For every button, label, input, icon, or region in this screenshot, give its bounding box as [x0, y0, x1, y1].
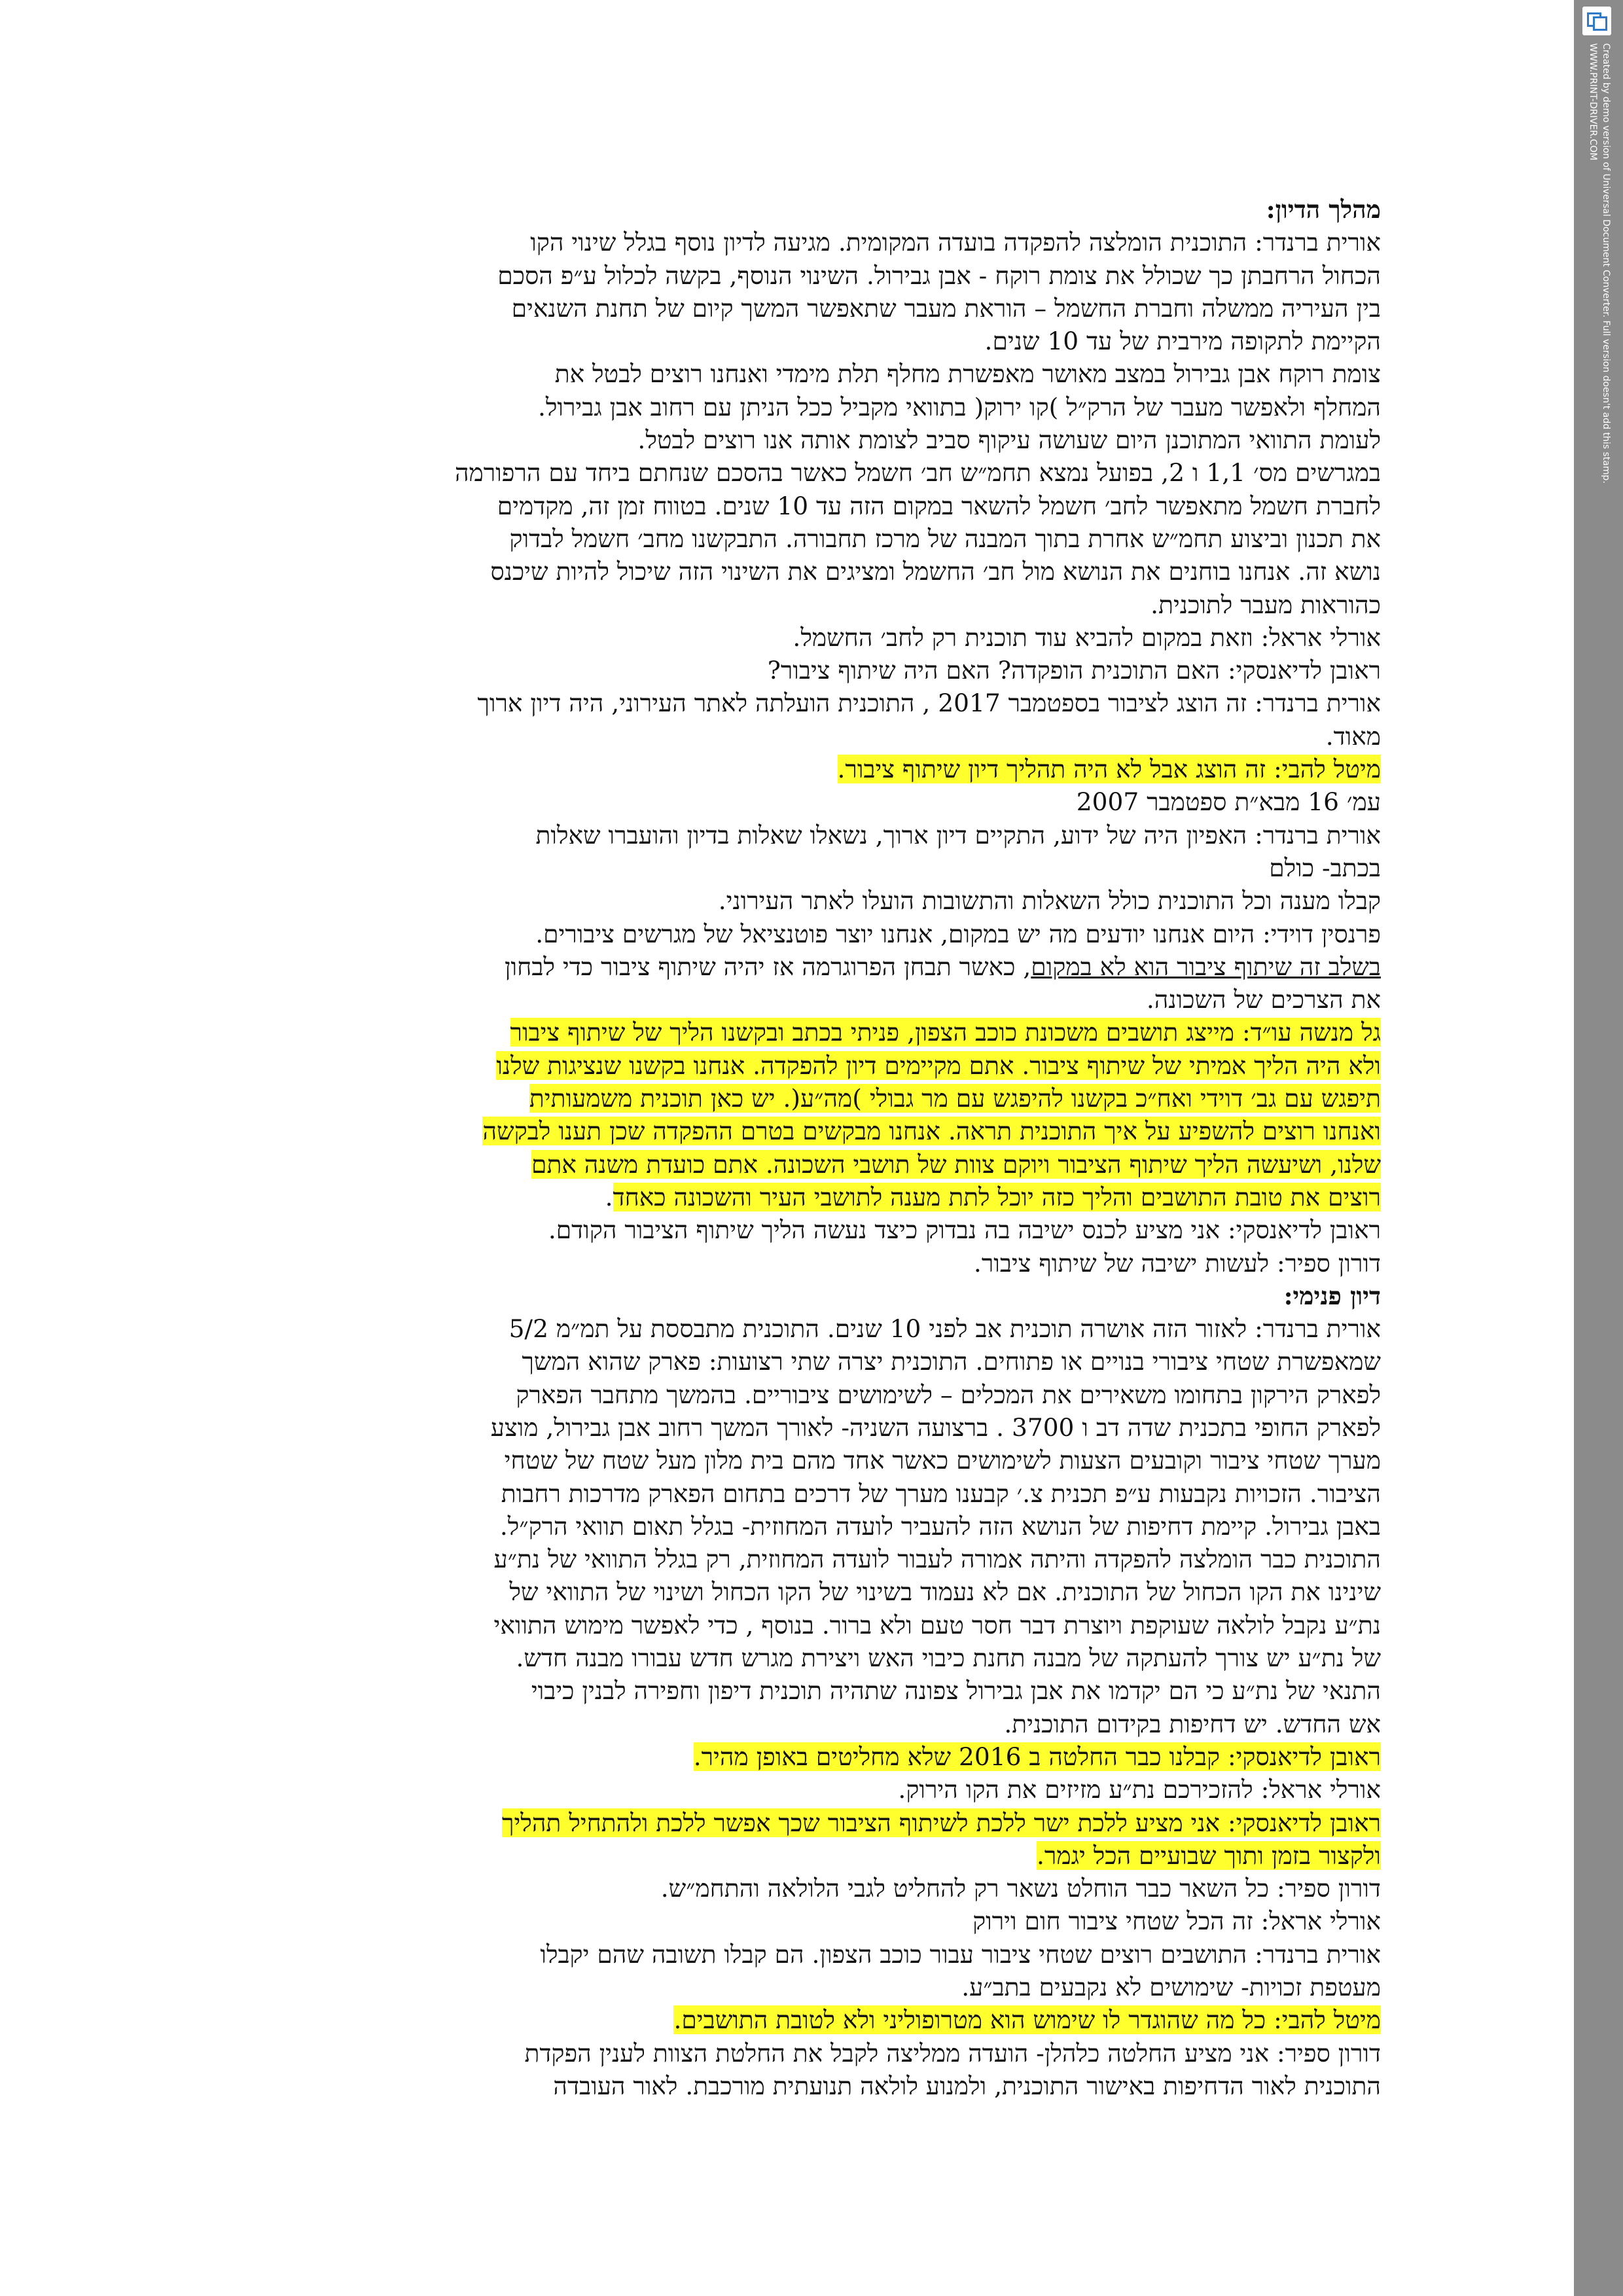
text-line: בכתב- כולם	[1269, 853, 1381, 882]
text-line: לעומת התוואי המתוכנן היום שעושה עיקוף סביב לצומת אותה אנו רוצים לבטל.	[637, 425, 1381, 455]
text-line: שמאפשרת שטחי ציבורי בנויים או פתוחים. התוכנית יצרה שתי רצועות: פארק שהוא המשך	[522, 1347, 1381, 1376]
highlighted-line	[255, 1115, 1381, 1147]
highlighted-line	[255, 2003, 1381, 2036]
highlighted-line	[255, 1740, 1381, 1773]
text-line: אש החדש. יש דחיפות בקידום התוכנית.	[1004, 1709, 1381, 1738]
highlight-span: ראובן לדיאנסקי: אני מציע ללכת ישר ללכת לשיתוף הציבור שכך אפשר ללכת ולהתחיל תהליך	[502, 1808, 1381, 1837]
highlighted-line	[255, 1082, 1381, 1115]
text-line: ראובן לדיאנסקי: האם התוכנית הופקדה? האם היה שיתוף ציבור?	[767, 656, 1381, 685]
heading-internal-discussion: דיון פנימי:	[1283, 1281, 1381, 1310]
text-line: באבן גבירול. קיימת דחיפות של הנושא הזה להעביר לועדה המחוזית- בגלל תאום תוואי הרק״ל.	[499, 1511, 1381, 1541]
text-line: התוכנית כבר הומלצה להפקדה והיתה אמורה לעבור לועדה המחוזית, רק בגלל התוואי של נת״ע	[493, 1545, 1381, 1574]
highlight-span: ולקצור בזמן ותוך שבועיים הכל יגמר.	[1037, 1840, 1381, 1870]
text-line: אורית ברנדר: התוכנית הומלצה להפקדה בועדה המקומית. מגיעה לדיון נוסף בגלל שינוי הקו	[530, 228, 1381, 257]
highlighted-line	[255, 1016, 1381, 1049]
udc-logo-icon	[1582, 7, 1611, 35]
text-line: את הצרכים של השכונה.	[1146, 985, 1381, 1014]
highlight-span: ואנחנו רוצים להשפיע על איך התוכנית תראה. אנחנו מבקשים בטרם ההפקדה שכן תענו לבקשה	[482, 1117, 1381, 1146]
highlight-span: ולא היה הליך אמיתי של שיתוף ציבור. אתם מקיימים דיון להפקדה. אנחנו בקשנו שנציגות שלנו	[496, 1050, 1381, 1080]
text-line: אורית ברנדר: לאזור הזה אושרה תוכנית אב לפני 10 שנים. התוכנית מתבססת על תמ״מ 5/2	[508, 1314, 1381, 1344]
text-line: מערך שטחי ציבור וקובעים הצעות לשימושים כאשר אחד מהם בית מלון מעל שטח של שטחי	[504, 1446, 1381, 1475]
text-line: מעטפת זכויות- שימושים לא נקבעים בתב״ע.	[961, 1973, 1381, 2002]
text-line: דורון ספיר: כל השאר כבר הוחלט נשאר רק להחליט לגבי הלולאה והתחמ״ש.	[660, 1874, 1381, 1903]
text-line: דורון ספיר: לעשות ישיבה של שיתוף ציבור.	[973, 1248, 1381, 1278]
highlight-span: תיפגש עם גב׳ דוידי ואח״כ בקשנו להיפגש עם מר גבולי )מה״ע(. יש כאן תוכנית משמעותית	[529, 1084, 1381, 1113]
protocol-page	[255, 193, 1381, 2102]
highlighted-line	[255, 1806, 1381, 1839]
text-line: צומת רוקח אבן גבירול במצב מאושר מאפשרת מחלף תלת מימדי ואנחנו רוצים לבטל את	[554, 359, 1381, 389]
text-line: פרנסין דוידי: היום אנחנו יודעים מה יש במקום, אנחנו יוצר פוטנציאל של מגרשים ציבורים.	[535, 919, 1381, 948]
stamp-line-1: Created by demo version of Universal Document Converter. Full version doesn't add this stamp.	[1601, 43, 1611, 484]
heading-discussion-process: מהלך הדיון:	[1266, 195, 1381, 224]
highlight-span: גל מנשה עו״ד: מייצג תושבים משכונת כוכב הצפון, פניתי בכתב ובקשנו הליך של שיתוף ציבור	[510, 1018, 1381, 1047]
text-line: הציבור. הזכויות נקבעות ע״פ תכנית צ.׳ קבענו מערך של דרכים בתחום הפארק מדרכות רחבות	[501, 1479, 1381, 1508]
text-line: כהוראות מעבר לתוכנית.	[1150, 590, 1381, 619]
text-line: לפארק החופי בתכנית שדה דב ו 3700 . ברצועה השניה- לאורך המשך רחוב אבן גבירול, מוצע	[490, 1412, 1381, 1442]
highlighted-line	[255, 1839, 1381, 1872]
text-line: את תכנון וביצוע תחמ״ש אחרת בתוך המבנה של מרכז תחבורה. התבקשנו מחב׳ חשמל לבדוק	[509, 524, 1381, 553]
stamp-line-2: WWW.PRINT-DRIVER.COM	[1588, 43, 1598, 161]
text-line: הכחול הרחבתן כך שכולל את צומת רוקח - אבן גבירול. השינוי הנוסף, בקשה לכלול ע״פ הסכם	[497, 260, 1381, 290]
text-span: , כאשר תבחן הפרוגרמה אז יהיה שיתוף ציבור כדי לבחון	[504, 952, 1031, 981]
text-line: אורית ברנדר: התושבים רוצים שטחי ציבור עבור כוכב הצפון. הם קבלו תשובה שהם יקבלו	[540, 1939, 1381, 1969]
text-line: קבלו מענה וכל התוכנית כולל השאלות והתשובות הועלו לאתר העירוני.	[718, 886, 1381, 916]
text-line: נושא זה. אנחנו בוחנים את הנושא מול חב׳ החשמל ומציגים את השינוי הזה שיכול להיות שיכנס	[490, 557, 1381, 586]
text-line: שינינו את הקו הכחול של התוכנית. אם לא נעמוד בשינוי של הקו הכחול ושינוי של התוואי של	[509, 1577, 1381, 1607]
text-line	[255, 950, 1381, 983]
highlight-span: שלנו, ושיעשה הליך שיתוף הציבור ויוקם צוות של תושבי השכונה. אתם כועדת משנה אתם	[531, 1149, 1381, 1179]
highlight-span: מיטל להבי: זה הוצג אבל לא היה תהליך דיון שיתוף ציבור.	[837, 755, 1381, 784]
text-line: הקיימת לתקופה מירבית של עד 10 שנים.	[984, 327, 1381, 356]
highlight-span: רוצים את טובת התושבים והליך כזה יוכל לתת מענה לתושבי העיר והשכונה כאחד	[613, 1182, 1381, 1211]
text-line: התוכנית לאור הדחיפות באישור התוכנית, ולמנוע לולאה תנועתית מורכבת. לאור העובדה	[553, 2071, 1381, 2100]
text-line: דורון ספיר: אני מציע החלטה כלהלן- הועדה ממליצה לקבל את החלטת הצוות לענין הפקדת	[524, 2038, 1381, 2068]
text-line: המחלף ולאפשר מעבר של הרק״ל )קו ירוק( בתוואי מקביל ככל הניתן עם רחוב אבן גבירול.	[537, 392, 1381, 422]
underlined-text: בשלב זה שיתוף ציבור הוא לא במקום	[1031, 952, 1381, 981]
text-line: בין העיריה ממשלה וחברת החשמל – הוראת מעבר שתאפשר המשך קיום של תחנת השנאים	[511, 293, 1381, 323]
text-line: עמ׳ 16 מבא״ת ספטמבר 2007	[1076, 787, 1381, 817]
text-line: מאוד.	[1325, 721, 1381, 751]
text-line: אורית ברנדר: זה הוצג לציבור בספטמבר 2017 , התוכנית הועלתה לאתר העירוני, היה דיון ארוך	[477, 689, 1381, 718]
highlighted-line	[255, 1049, 1381, 1082]
highlight-span: ראובן לדיאנסקי: קבלנו כבר החלטה ב 2016 שלא מחליטים באופן מהיר.	[693, 1742, 1381, 1771]
converter-stamp-text	[1586, 43, 1613, 484]
highlighted-line: רוצים את טובת התושבים והליך כזה יוכל לתת מענה לתושבי העיר והשכונה כאחד.	[605, 1182, 1381, 1211]
highlighted-line	[255, 1148, 1381, 1181]
text-line: לפארק הירקון בתחומו משאירים את המכלים – לשימושים ציבוריים. בהמשך מתחבר הפארק	[516, 1380, 1381, 1409]
text-line: ראובן לדיאנסקי: אני מציע לכנס ישיבה בה נבדוק כיצד נעשה הליך שיתוף הציבור הקודם.	[548, 1215, 1381, 1245]
text-line: במגרשים מס׳ 1,1 ו 2, בפועל נמצא תחמ״ש חב׳ חשמל כאשר בהסכם שנחתם ביחד עם הרפורמה	[454, 458, 1381, 488]
text-line: אורלי אראל: זה הכל שטחי ציבור חום וירוק	[972, 1907, 1381, 1936]
text-line: אורית ברנדר: האפיון היה של ידוע, התקיים דיון ארוך, נשאלו שאלות בדיון והועברו שאלות	[535, 820, 1381, 850]
text-line: לחברת חשמל מתאפשר לחב׳ חשמל להשאר במקום הזה עד 10 שנים. בטווח זמן זה, מקדמים	[497, 491, 1381, 520]
highlight-span: מיטל להבי: כל מה שהוגדר לו שימוש הוא מטרופוליני ולא לטובת התושבים.	[673, 2005, 1381, 2035]
text-line: אורלי אראל: וזאת במקום להביא עוד תוכנית רק לחב׳ החשמל.	[793, 622, 1381, 652]
text-line: של נת״ע יש צורך להעתקה של מבנה תחנת כיבוי האש ויצירת מגרש חדש עבורו מבנה חדש.	[516, 1643, 1381, 1673]
highlighted-line	[255, 753, 1381, 785]
text-line: התנאי של נת״ע כי הם יקדמו את אבן גבירול צפונה שתהיה תוכנית דיפון וחפירה לבנין כיבוי	[531, 1676, 1381, 1706]
text-line: נת״ע נקבל לולאה שעוקפת ויוצרת דבר חסר טעם ולא ברור. בנוסף , כדי לאפשר מימוש התוואי	[493, 1610, 1381, 1640]
text-line: אורלי אראל: להזכירכם נת״ע מזיזים את הקו הירוק.	[898, 1775, 1381, 1804]
